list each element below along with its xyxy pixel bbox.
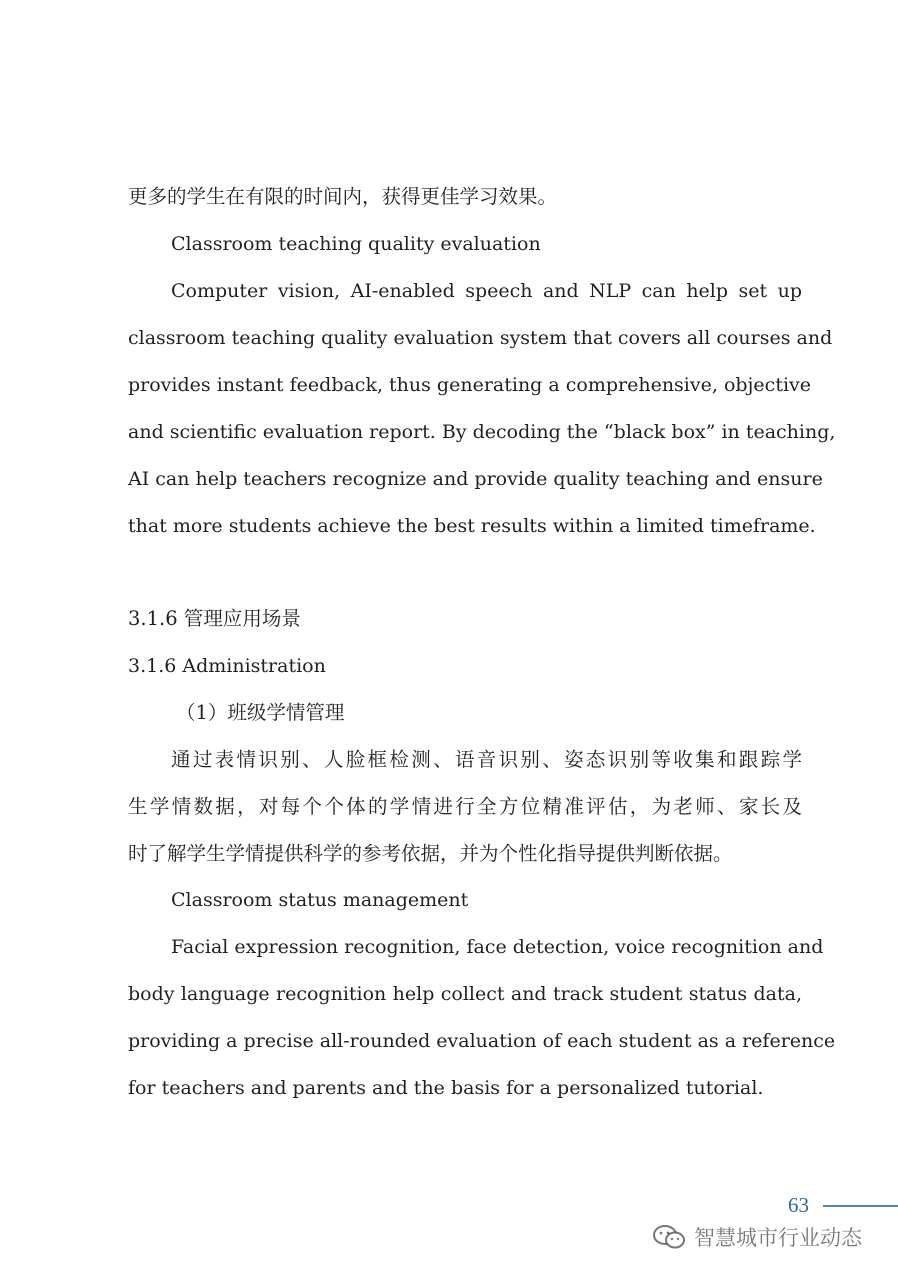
paragraph-line: for teachers and parents and the basis for a personalized tutorial.	[128, 1077, 764, 1099]
paragraph-line: AI can help teachers recognize and provide quality teaching and ensure	[128, 468, 823, 490]
wechat-icon	[652, 1224, 686, 1250]
paragraph-line: classroom teaching quality evaluation system that covers all courses and	[128, 327, 833, 349]
page-number: 63	[788, 1193, 809, 1217]
paragraph-line: providing a precise all-rounded evaluation of each student as a reference	[128, 1030, 836, 1052]
paragraph-line: 通过表情识别、人脸框检测、语音识别、姿态识别等收集和跟踪学	[171, 748, 802, 771]
subheading-en: Classroom status management	[171, 889, 469, 911]
paragraph-line: 生学情数据，对每个个体的学情进行全方位精准评估，为老师、家长及	[128, 795, 802, 818]
subheading-cn: （1）班级学情管理	[176, 701, 345, 724]
section-heading-cn: 3.1.6 管理应用场景	[128, 607, 301, 630]
paragraph-line: body language recognition help collect and track student status data,	[128, 983, 802, 1005]
paragraph-line: Facial expression recognition, face detection, voice recognition and	[171, 936, 824, 958]
paragraph-line: provides instant feedback, thus generating a comprehensive, objective	[128, 374, 812, 396]
page-number-rule	[823, 1205, 898, 1207]
paragraph-line: and scientific evaluation report. By decoding the “black box” in teaching,	[128, 421, 836, 443]
subheading-en: Classroom teaching quality evaluation	[171, 233, 541, 255]
watermark-text: 智慧城市行业动态	[694, 1226, 862, 1250]
paragraph-line: that more students achieve the best results within a limited timeframe.	[128, 515, 816, 537]
paragraph-line: Computer vision, AI-enabled speech and NLP can help set up	[171, 280, 802, 302]
section-heading-en: 3.1.6 Administration	[128, 655, 326, 677]
watermark	[652, 1222, 862, 1252]
paragraph-line: 时了解学生学情提供科学的参考依据，并为个性化指导提供判断依据。	[128, 842, 733, 865]
paragraph-cn-tail: 更多的学生在有限的时间内，获得更佳学习效果。	[128, 185, 558, 208]
